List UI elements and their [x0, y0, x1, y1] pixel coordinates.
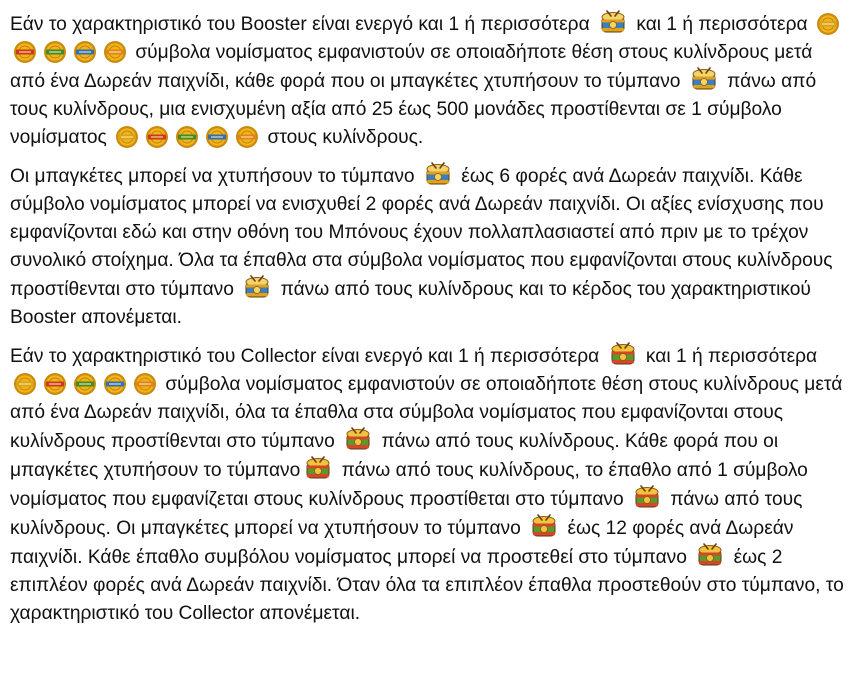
- coin-major-icon: [175, 125, 199, 149]
- coin-major-icon: [73, 372, 97, 396]
- text-run: Εάν το χαρακτηριστικό του Collector είναι ενεργό και 1 ή περισσότερα: [10, 346, 605, 367]
- text-run: έως 2 επιπλέον φορές ανά Δωρεάν παιχνίδι. Όταν όλα τα επιπλέον έπαθλα προστεθούν στο τύμπανο, το χαρακτηριστικό του Collector απονέμεται.: [10, 547, 844, 624]
- booster-drum-icon: [423, 162, 453, 188]
- booster-drum-icon: [689, 67, 719, 93]
- coin-grand-icon: [103, 40, 127, 64]
- collector-drum-icon: [695, 543, 725, 569]
- collector-drum-icon: [303, 456, 333, 482]
- coin-major-icon: [43, 40, 67, 64]
- collector-drum-icon: [529, 514, 559, 540]
- coin-minor-icon: [43, 372, 67, 396]
- coin-minor-icon: [13, 40, 37, 64]
- coin-maxi-icon: [205, 125, 229, 149]
- text-run: πάνω από τους κυλίνδρους, το έπαθλο από 1 σύμβολο νομίσματος που εμφανίζεται στους κυλίνδρους προστίθεται στο τύμπανο: [10, 460, 808, 510]
- text-run: έως 12 φορές ανά Δωρεάν παιχνίδι. Κάθε έπαθλο συμβόλου νομίσματος μπορεί να προστεθεί στο τύμπανο: [10, 518, 794, 568]
- coin-grand-icon: [133, 372, 157, 396]
- coin-symbols-group: [10, 374, 160, 395]
- text-run: Εάν το χαρακτηριστικό του Booster είναι ενεργό και 1 ή περισσότερα: [10, 14, 595, 35]
- text-run: και 1 ή περισσότερα: [631, 14, 813, 35]
- coin-minor-icon: [145, 125, 169, 149]
- coin-mini-icon: [13, 372, 37, 396]
- collector-drum-icon: [608, 342, 638, 368]
- text-run: πάνω από τους κυλίνδρους και το κέρδος του χαρακτηριστικού Booster απονέμεται.: [10, 279, 811, 328]
- text-run: πάνω από τους κυλίνδρους. Κάθε φορά που οι μπαγκέτες χτυπήσουν το τύμπανο: [10, 431, 779, 481]
- collector-drum-icon: [632, 485, 662, 511]
- booster-paragraph: [10, 10, 845, 152]
- coin-grand-icon: [235, 125, 259, 149]
- coin-mini-icon: [115, 125, 139, 149]
- coin-maxi-icon: [73, 40, 97, 64]
- coin-maxi-icon: [103, 372, 127, 396]
- text-run: στους κυλίνδρους.: [262, 127, 424, 148]
- text-run: πάνω από τους κυλίνδρους. Οι μπαγκέτες μπορεί να χτυπήσουν το τύμπανο: [10, 489, 803, 539]
- text-run: σύμβολα νομίσματος εμφανιστούν σε οποιαδήποτε θέση στους κυλίνδρους μετά από ένα Δωρεάν παιχνίδι, κάθε φορά που οι μπαγκέτες χτυπήσουν το τύμπανο: [10, 42, 813, 92]
- booster-drum-icon: [598, 10, 628, 36]
- text-run: σύμβολα νομίσματος εμφανιστούν σε οποιαδήποτε θέση στους κυλίνδρους μετά από ένα Δωρεάν παιχνίδι, όλα τα έπαθλα στα σύμβολα νομίσματος που εμφανίζονται στους κυλίνδρους προστίθενται στο τύμπανο: [10, 374, 843, 452]
- booster-drum-icon: [242, 275, 272, 301]
- text-run: πάνω από τους κυλίνδρους, μια ενισχυμένη αξία από 25 έως 500 μονάδες προστίθενται σε 1 σύμβολο νομίσματος: [10, 71, 817, 148]
- coin-mini-icon: [816, 12, 840, 36]
- booster-details-paragraph: [10, 162, 845, 332]
- text-run: και 1 ή περισσότερα: [640, 346, 818, 367]
- coin-symbols-group: [112, 127, 262, 148]
- text-run: Οι μπαγκέτες μπορεί να χτυπήσουν το τύμπανο: [10, 166, 420, 187]
- collector-paragraph: [10, 342, 845, 628]
- collector-drum-icon: [343, 427, 373, 453]
- text-run: έως 6 φορές ανά Δωρεάν παιχνίδι. Κάθε σύμβολο νομίσματος μπορεί να ενισχυθεί 2 φορές ανά Δωρεάν παιχνίδι. Οι αξίες ενίσχυσης που εμφανίζονται εδώ και στην οθόνη του Μπόνους έχουν πολλαπλασιαστεί από πριν με το τρέχον συνολικό στοίχημα. Όλα τα έπαθλα στα σύμβολα νομίσματος που εμφανίζονται στους κυλίνδρους προστίθενται στο τύμπανο: [10, 166, 833, 300]
